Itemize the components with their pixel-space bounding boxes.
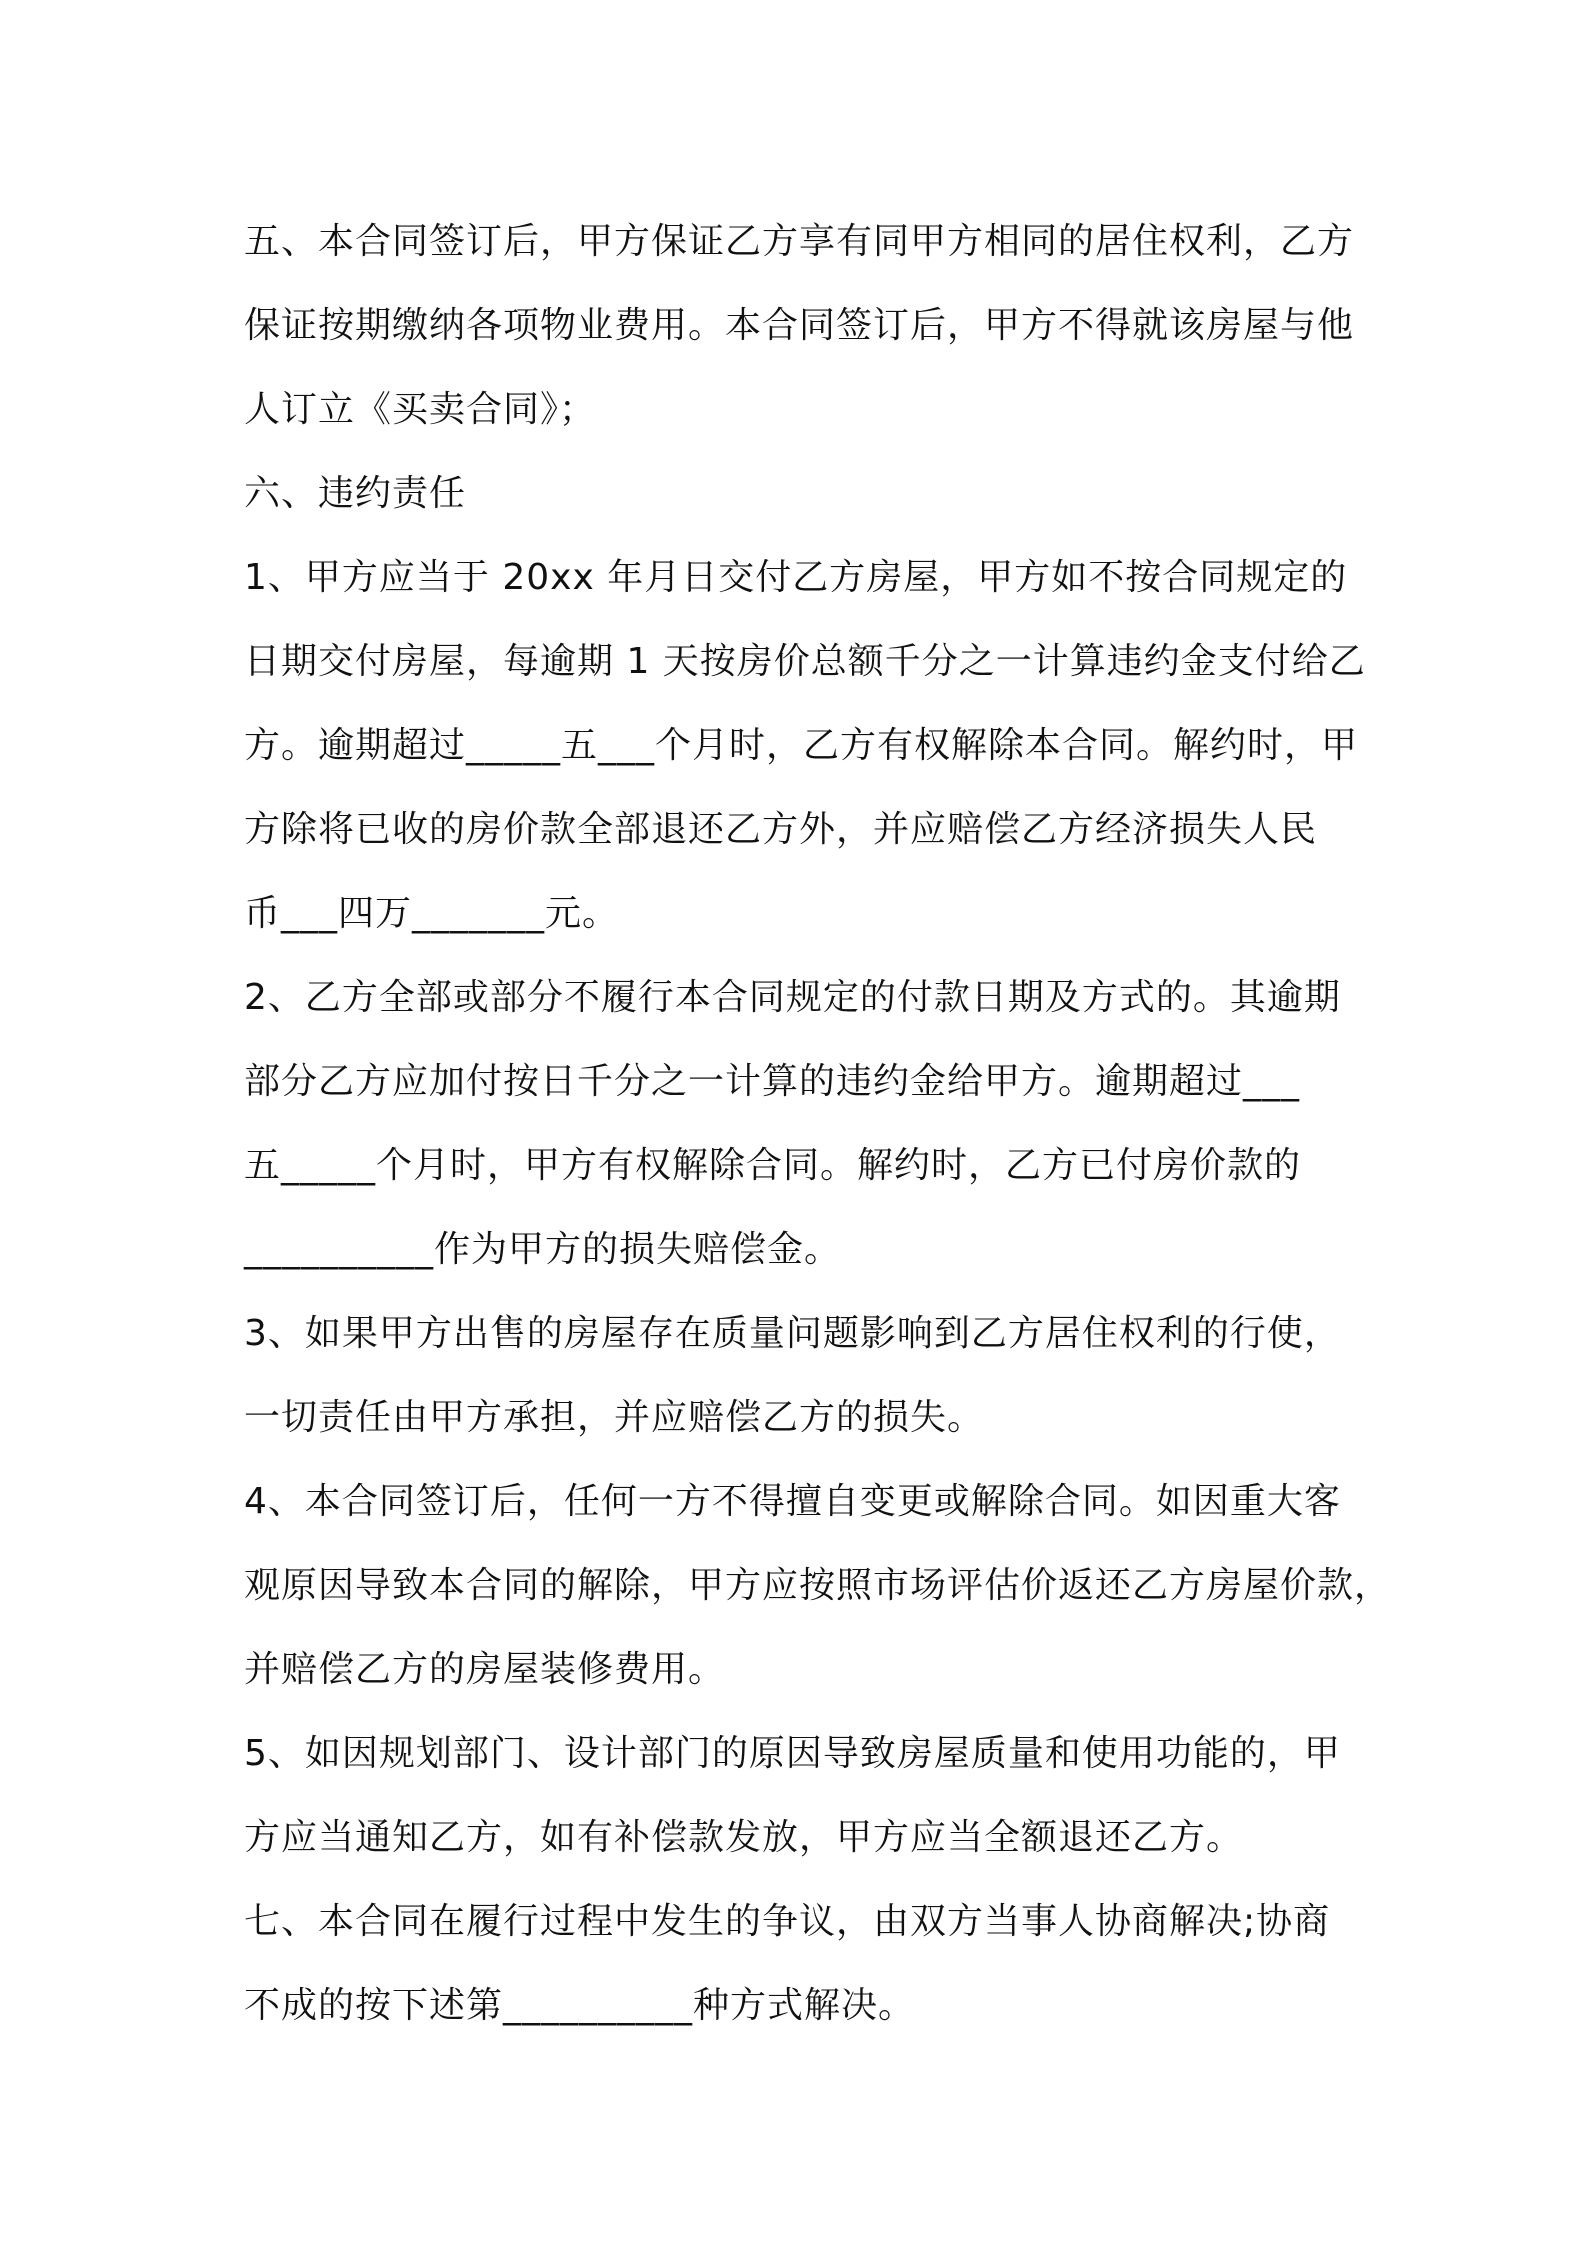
text-line: 保证按期缴纳各项物业费用。本合同签订后，甲方不得就该房屋与他 xyxy=(244,305,1355,346)
text-line: 部分乙方应加付按日千分之一计算的违约金给甲方。逾期超过___ xyxy=(244,1061,1301,1102)
section-heading: 六、违约责任 xyxy=(244,473,467,514)
text-line: 五_____个月时，甲方有权解除合同。解约时，乙方已付房价款的 xyxy=(244,1145,1302,1186)
text-line: 五、本合同签订后，甲方保证乙方享有同甲方相同的居住权利，乙方 xyxy=(244,221,1355,262)
text-line: 币___四万_______元。 xyxy=(244,893,620,934)
text-line: 人订立《买卖合同》； xyxy=(244,389,597,430)
text-line: 5、如因规划部门、设计部门的原因导致房屋质量和使用功能的，甲 xyxy=(244,1733,1341,1774)
text-line: 七、本合同在履行过程中发生的争议，由双方当事人协商解决;协商 xyxy=(244,1901,1331,1942)
text-line: 一切责任由甲方承担，并应赔偿乙方的损失。 xyxy=(244,1397,985,1438)
text-line: 方。逾期超过_____五___个月时，乙方有权解除本合同。解约时，甲 xyxy=(244,725,1359,766)
text-line: 方除将已收的房价款全部退还乙方外，并应赔偿乙方经济损失人民 xyxy=(244,809,1318,850)
text-line: 不成的按下述第__________种方式解决。 xyxy=(244,1985,916,2026)
text-line: 2、乙方全部或部分不履行本合同规定的付款日期及方式的。其逾期 xyxy=(244,977,1341,1018)
text-line: 3、如果甲方出售的房屋存在质量问题影响到乙方居住权利的行使， xyxy=(244,1313,1341,1354)
document-page xyxy=(244,200,1392,2048)
text-line: 1、甲方应当于 20xx 年月日交付乙方房屋，甲方如不按合同规定的 xyxy=(244,557,1348,598)
text-line: 日期交付房屋，每逾期 1 天按房价总额千分之一计算违约金支付给乙 xyxy=(244,641,1366,682)
text-line: __________作为甲方的损失赔偿金。 xyxy=(244,1229,842,1270)
text-line: 4、本合同签订后，任何一方不得擅自变更或解除合同。如因重大客 xyxy=(244,1481,1341,1522)
text-line: 并赔偿乙方的房屋装修费用。 xyxy=(244,1649,726,1690)
text-line: 方应当通知乙方，如有补偿款发放，甲方应当全额退还乙方。 xyxy=(244,1817,1244,1858)
text-line: 观原因导致本合同的解除，甲方应按照市场评估价返还乙方房屋价款， xyxy=(244,1565,1392,1606)
